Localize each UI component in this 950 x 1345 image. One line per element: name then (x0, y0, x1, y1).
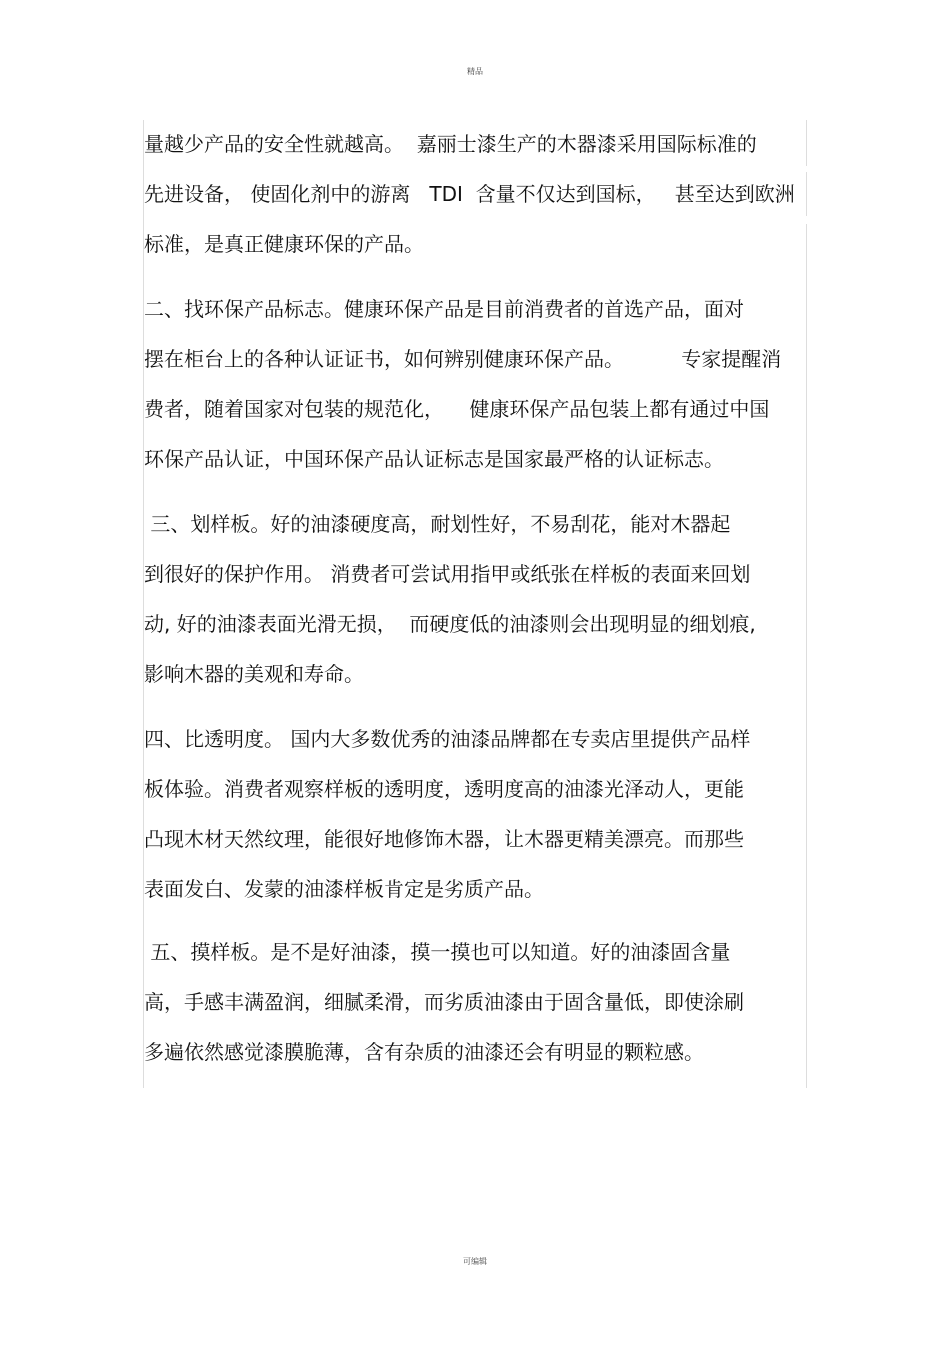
text-line: 五、摸样板。是不是好油漆，摸一摸也可以知道。好的油漆固含量 (144, 940, 731, 964)
text-line: 到很好的保护作用。 消费者可尝试用指甲或纸张在样板的表面来回划 (144, 562, 751, 586)
text-line: 凸现木材天然纹理，能很好地修饰木器，让木器更精美漂亮。而那些 (144, 827, 744, 851)
right-margin-rule (806, 120, 807, 166)
page-header: 精品 (467, 67, 483, 76)
text-line: 高，手感丰满盈润，细腻柔滑，而劣质油漆由于固含量低，即使涂刷 (144, 990, 744, 1014)
right-margin-rule (806, 224, 807, 1088)
text-line: 标准，是真正健康环保的产品。 (144, 232, 424, 256)
text-line: 费者，随着国家对包装的规范化， 健康环保产品包装上都有通过中国 (144, 397, 770, 421)
text-line: 量越少产品的安全性就越高。 嘉丽士漆生产的木器漆采用国际标准的 (144, 132, 757, 156)
text-line: 三、划样板。好的油漆硬度高，耐划性好，不易刮花，能对木器起 (144, 512, 731, 536)
right-margin-rule (806, 172, 807, 216)
text-line: 环保产品认证，中国环保产品认证标志是国家最严格的认证标志。 (144, 447, 724, 471)
text-line: 影响木器的美观和寿命。 (144, 662, 364, 686)
text-line: 多遍依然感觉漆膜脆薄，含有杂质的油漆还会有明显的颗粒感。 (144, 1040, 704, 1064)
text-line: 四、比透明度。 国内大多数优秀的油漆品牌都在专卖店里提供产品样 (144, 727, 751, 751)
text-line: 二、找环保产品标志。健康环保产品是目前消费者的首选产品，面对 (144, 297, 744, 321)
text-line: 表面发白、发蒙的油漆样板肯定是劣质产品。 (144, 877, 544, 901)
text-line: 先进设备， 使固化剂中的游离 TDI 含量不仅达到国标， 甚至达到欧洲 (144, 182, 795, 206)
text-line: 摆在柜台上的各种认证证书，如何辨别健康环保产品。 专家提醒消 (144, 347, 782, 371)
text-line: 板体验。消费者观察样板的透明度，透明度高的油漆光泽动人，更能 (144, 777, 744, 801)
text-line: 动, 好的油漆表面光滑无损， 而硬度低的油漆则会出现明显的细划痕, (144, 612, 756, 636)
page-footer: 可编辑 (463, 1257, 487, 1266)
